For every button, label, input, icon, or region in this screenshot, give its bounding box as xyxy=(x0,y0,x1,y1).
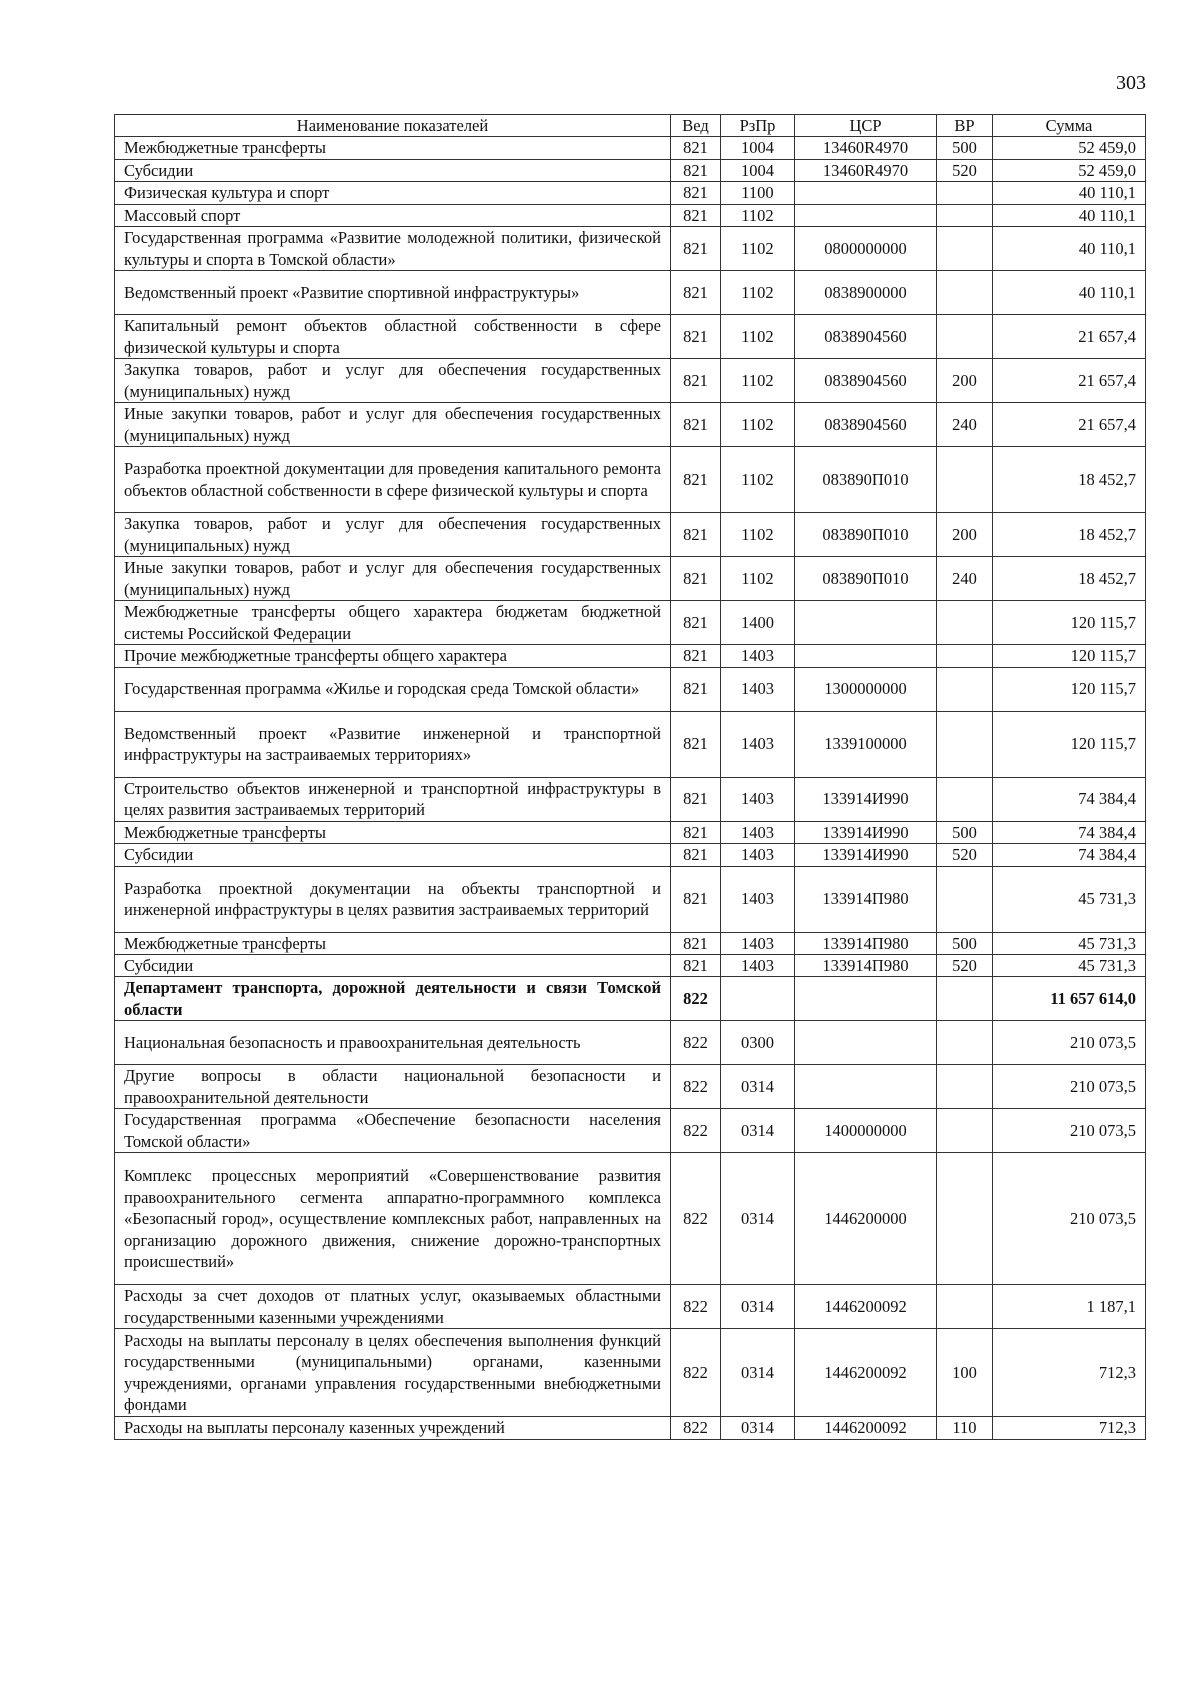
cell-ved: 822 xyxy=(671,1065,721,1109)
table-row xyxy=(115,557,1146,601)
cell-sum: 210 073,5 xyxy=(993,1109,1146,1153)
cell-rzpr: 1403 xyxy=(721,711,795,777)
table-row xyxy=(115,1329,1146,1417)
cell-rzpr: 1403 xyxy=(721,821,795,843)
cell-vr: 520 xyxy=(937,954,993,976)
cell-csr: 0800000000 xyxy=(795,227,937,271)
page-number: 303 xyxy=(1116,72,1146,94)
cell-name: Субсидии xyxy=(115,159,671,181)
cell-name: Ведомственный проект «Развитие инженерной и транспортной инфраструктуры на застраиваемых территориях» xyxy=(115,711,671,777)
cell-ved: 821 xyxy=(671,667,721,711)
cell-rzpr: 1102 xyxy=(721,227,795,271)
cell-sum: 712,3 xyxy=(993,1329,1146,1417)
cell-csr: 133914П980 xyxy=(795,866,937,932)
cell-sum: 40 110,1 xyxy=(993,204,1146,226)
cell-sum: 21 657,4 xyxy=(993,403,1146,447)
cell-csr xyxy=(795,1021,937,1065)
cell-name: Межбюджетные трансферты xyxy=(115,137,671,159)
cell-rzpr: 1004 xyxy=(721,137,795,159)
cell-ved: 822 xyxy=(671,1153,721,1285)
cell-ved: 821 xyxy=(671,271,721,315)
cell-rzpr: 1403 xyxy=(721,777,795,821)
cell-vr xyxy=(937,866,993,932)
cell-sum: 74 384,4 xyxy=(993,821,1146,843)
table-row xyxy=(115,315,1146,359)
cell-ved: 822 xyxy=(671,1109,721,1153)
cell-name: Разработка проектной документации на объекты транспортной и инженерной инфраструктуры в целях развития застраиваемых территорий xyxy=(115,866,671,932)
cell-rzpr: 1102 xyxy=(721,447,795,513)
cell-vr xyxy=(937,447,993,513)
cell-sum: 45 731,3 xyxy=(993,866,1146,932)
table-row xyxy=(115,1021,1146,1065)
cell-name: Субсидии xyxy=(115,954,671,976)
cell-name: Иные закупки товаров, работ и услуг для обеспечения государственных (муниципальных) нужд xyxy=(115,557,671,601)
cell-csr: 1300000000 xyxy=(795,667,937,711)
cell-csr xyxy=(795,204,937,226)
cell-vr xyxy=(937,601,993,645)
cell-rzpr: 1100 xyxy=(721,182,795,204)
cell-vr xyxy=(937,1285,993,1329)
cell-name: Расходы за счет доходов от платных услуг, оказываемых областными государственными казенными учреждениями xyxy=(115,1285,671,1329)
budget-table xyxy=(114,114,1146,1440)
cell-ved: 822 xyxy=(671,977,721,1021)
table-row xyxy=(115,1153,1146,1285)
cell-sum: 21 657,4 xyxy=(993,315,1146,359)
cell-vr xyxy=(937,711,993,777)
table-row xyxy=(115,977,1146,1021)
header-rzpr: РзПр xyxy=(721,115,795,137)
cell-vr: 520 xyxy=(937,844,993,866)
cell-csr: 133914И990 xyxy=(795,821,937,843)
cell-sum: 45 731,3 xyxy=(993,954,1146,976)
cell-vr xyxy=(937,977,993,1021)
cell-ved: 822 xyxy=(671,1329,721,1417)
cell-sum: 45 731,3 xyxy=(993,932,1146,954)
cell-ved: 821 xyxy=(671,932,721,954)
cell-ved: 821 xyxy=(671,204,721,226)
cell-vr xyxy=(937,227,993,271)
table-row xyxy=(115,513,1146,557)
cell-rzpr: 0314 xyxy=(721,1329,795,1417)
table-row xyxy=(115,271,1146,315)
table-row xyxy=(115,711,1146,777)
cell-name: Ведомственный проект «Развитие спортивной инфраструктуры» xyxy=(115,271,671,315)
cell-ved: 821 xyxy=(671,844,721,866)
table-row xyxy=(115,1109,1146,1153)
cell-csr: 13460R4970 xyxy=(795,159,937,181)
cell-name: Национальная безопасность и правоохранительная деятельность xyxy=(115,1021,671,1065)
cell-csr xyxy=(795,182,937,204)
cell-rzpr: 1102 xyxy=(721,513,795,557)
table-row xyxy=(115,866,1146,932)
cell-rzpr: 1102 xyxy=(721,557,795,601)
cell-rzpr: 1102 xyxy=(721,204,795,226)
cell-name: Государственная программа «Обеспечение безопасности населения Томской области» xyxy=(115,1109,671,1153)
cell-sum: 18 452,7 xyxy=(993,557,1146,601)
cell-name: Разработка проектной документации для проведения капитального ремонта объектов областной собственности в сфере физической культуры и спорта xyxy=(115,447,671,513)
cell-csr xyxy=(795,1065,937,1109)
cell-vr: 500 xyxy=(937,932,993,954)
cell-sum: 40 110,1 xyxy=(993,182,1146,204)
table-row xyxy=(115,1065,1146,1109)
cell-csr: 133914И990 xyxy=(795,777,937,821)
cell-name: Прочие межбюджетные трансферты общего характера xyxy=(115,645,671,667)
cell-rzpr: 1403 xyxy=(721,866,795,932)
cell-sum: 40 110,1 xyxy=(993,227,1146,271)
cell-sum: 120 115,7 xyxy=(993,667,1146,711)
cell-name: Межбюджетные трансферты xyxy=(115,821,671,843)
cell-vr xyxy=(937,777,993,821)
cell-vr: 200 xyxy=(937,513,993,557)
cell-sum: 18 452,7 xyxy=(993,447,1146,513)
cell-rzpr: 0314 xyxy=(721,1417,795,1439)
cell-vr xyxy=(937,271,993,315)
cell-ved: 821 xyxy=(671,645,721,667)
cell-sum: 210 073,5 xyxy=(993,1021,1146,1065)
cell-ved: 821 xyxy=(671,447,721,513)
cell-csr: 133914П980 xyxy=(795,954,937,976)
cell-name: Государственная программа «Развитие молодежной политики, физической культуры и спорта в Томской области» xyxy=(115,227,671,271)
cell-csr: 0838904560 xyxy=(795,359,937,403)
cell-csr: 13460R4970 xyxy=(795,137,937,159)
cell-csr: 133914П980 xyxy=(795,932,937,954)
cell-sum: 11 657 614,0 xyxy=(993,977,1146,1021)
cell-sum: 52 459,0 xyxy=(993,159,1146,181)
cell-name: Капитальный ремонт объектов областной собственности в сфере физической культуры и спорта xyxy=(115,315,671,359)
cell-rzpr: 1102 xyxy=(721,271,795,315)
cell-vr xyxy=(937,1109,993,1153)
cell-ved: 821 xyxy=(671,227,721,271)
cell-vr xyxy=(937,645,993,667)
cell-csr: 1339100000 xyxy=(795,711,937,777)
cell-name: Государственная программа «Жилье и городская среда Томской области» xyxy=(115,667,671,711)
cell-sum: 712,3 xyxy=(993,1417,1146,1439)
cell-csr: 0838900000 xyxy=(795,271,937,315)
cell-sum: 40 110,1 xyxy=(993,271,1146,315)
cell-ved: 821 xyxy=(671,777,721,821)
cell-rzpr: 1400 xyxy=(721,601,795,645)
cell-ved: 821 xyxy=(671,315,721,359)
cell-rzpr: 1403 xyxy=(721,954,795,976)
cell-rzpr: 1403 xyxy=(721,932,795,954)
cell-csr xyxy=(795,601,937,645)
table-row xyxy=(115,159,1146,181)
cell-sum: 18 452,7 xyxy=(993,513,1146,557)
cell-name: Массовый спорт xyxy=(115,204,671,226)
cell-ved: 821 xyxy=(671,182,721,204)
cell-rzpr: 0314 xyxy=(721,1109,795,1153)
cell-rzpr: 1004 xyxy=(721,159,795,181)
cell-sum: 74 384,4 xyxy=(993,777,1146,821)
cell-csr: 083890П010 xyxy=(795,447,937,513)
table-row xyxy=(115,403,1146,447)
cell-rzpr: 0314 xyxy=(721,1153,795,1285)
table-row xyxy=(115,447,1146,513)
cell-vr xyxy=(937,1065,993,1109)
header-ved: Вед xyxy=(671,115,721,137)
cell-sum: 120 115,7 xyxy=(993,711,1146,777)
cell-vr: 110 xyxy=(937,1417,993,1439)
table-row xyxy=(115,1285,1146,1329)
cell-sum: 120 115,7 xyxy=(993,601,1146,645)
cell-vr: 100 xyxy=(937,1329,993,1417)
cell-vr xyxy=(937,204,993,226)
table-row xyxy=(115,137,1146,159)
cell-vr: 500 xyxy=(937,137,993,159)
cell-rzpr: 1403 xyxy=(721,645,795,667)
cell-name: Закупка товаров, работ и услуг для обеспечения государственных (муниципальных) нужд xyxy=(115,513,671,557)
table-row xyxy=(115,954,1146,976)
cell-sum: 210 073,5 xyxy=(993,1153,1146,1285)
cell-ved: 821 xyxy=(671,711,721,777)
cell-name: Расходы на выплаты персоналу в целях обеспечения выполнения функций государственными (муниципальными) органами, казенными учреждениями, органами управления государственными внебюджетными фондами xyxy=(115,1329,671,1417)
cell-csr: 1446200092 xyxy=(795,1285,937,1329)
cell-sum: 120 115,7 xyxy=(993,645,1146,667)
cell-ved: 822 xyxy=(671,1285,721,1329)
table-row xyxy=(115,821,1146,843)
cell-ved: 821 xyxy=(671,137,721,159)
cell-ved: 821 xyxy=(671,513,721,557)
table-row xyxy=(115,667,1146,711)
cell-rzpr: 0314 xyxy=(721,1065,795,1109)
cell-sum: 52 459,0 xyxy=(993,137,1146,159)
table-row xyxy=(115,227,1146,271)
cell-vr xyxy=(937,182,993,204)
cell-ved: 821 xyxy=(671,866,721,932)
cell-vr: 520 xyxy=(937,159,993,181)
cell-rzpr: 1403 xyxy=(721,844,795,866)
cell-csr xyxy=(795,645,937,667)
cell-rzpr: 1102 xyxy=(721,359,795,403)
cell-name: Строительство объектов инженерной и транспортной инфраструктуры в целях развития застраиваемых территорий xyxy=(115,777,671,821)
cell-sum: 21 657,4 xyxy=(993,359,1146,403)
cell-csr: 1446200000 xyxy=(795,1153,937,1285)
table-row xyxy=(115,1417,1146,1439)
cell-ved: 821 xyxy=(671,359,721,403)
cell-vr xyxy=(937,315,993,359)
table-row xyxy=(115,932,1146,954)
cell-vr xyxy=(937,1153,993,1285)
cell-csr: 133914И990 xyxy=(795,844,937,866)
cell-name: Расходы на выплаты персоналу казенных учреждений xyxy=(115,1417,671,1439)
cell-csr: 1446200092 xyxy=(795,1417,937,1439)
cell-vr xyxy=(937,1021,993,1065)
cell-vr: 240 xyxy=(937,557,993,601)
table-row xyxy=(115,777,1146,821)
table-header-row xyxy=(115,115,1146,137)
cell-name: Физическая культура и спорт xyxy=(115,182,671,204)
cell-csr: 0838904560 xyxy=(795,315,937,359)
cell-ved: 821 xyxy=(671,557,721,601)
cell-name: Комплекс процессных мероприятий «Совершенствование развития правоохранительного сегмента аппаратно-программного комплекса «Безопасный город», осуществление комплексных работ, направленных на организацию дорожного движения, снижение дорожно-транспортных происшествий» xyxy=(115,1153,671,1285)
table-row xyxy=(115,645,1146,667)
cell-csr: 083890П010 xyxy=(795,513,937,557)
cell-vr: 500 xyxy=(937,821,993,843)
cell-csr xyxy=(795,977,937,1021)
cell-rzpr: 1102 xyxy=(721,315,795,359)
cell-sum: 210 073,5 xyxy=(993,1065,1146,1109)
cell-name: Субсидии xyxy=(115,844,671,866)
cell-ved: 822 xyxy=(671,1021,721,1065)
cell-rzpr: 1403 xyxy=(721,667,795,711)
header-csr: ЦСР xyxy=(795,115,937,137)
cell-sum: 74 384,4 xyxy=(993,844,1146,866)
cell-csr: 1446200092 xyxy=(795,1329,937,1417)
cell-vr: 200 xyxy=(937,359,993,403)
cell-name: Межбюджетные трансферты общего характера бюджетам бюджетной системы Российской Федерации xyxy=(115,601,671,645)
cell-ved: 821 xyxy=(671,954,721,976)
table-row xyxy=(115,359,1146,403)
table-row xyxy=(115,601,1146,645)
table-row xyxy=(115,204,1146,226)
cell-rzpr: 1102 xyxy=(721,403,795,447)
table-body xyxy=(115,137,1146,1439)
table-row xyxy=(115,844,1146,866)
cell-name: Другие вопросы в области национальной безопасности и правоохранительной деятельности xyxy=(115,1065,671,1109)
table-row xyxy=(115,182,1146,204)
header-vr: ВР xyxy=(937,115,993,137)
cell-csr: 083890П010 xyxy=(795,557,937,601)
cell-name: Департамент транспорта, дорожной деятельности и связи Томской области xyxy=(115,977,671,1021)
cell-rzpr: 0300 xyxy=(721,1021,795,1065)
cell-name: Межбюджетные трансферты xyxy=(115,932,671,954)
cell-ved: 822 xyxy=(671,1417,721,1439)
cell-name: Закупка товаров, работ и услуг для обеспечения государственных (муниципальных) нужд xyxy=(115,359,671,403)
cell-vr: 240 xyxy=(937,403,993,447)
header-sum: Сумма xyxy=(993,115,1146,137)
cell-rzpr: 0314 xyxy=(721,1285,795,1329)
cell-vr xyxy=(937,667,993,711)
cell-csr: 0838904560 xyxy=(795,403,937,447)
cell-rzpr xyxy=(721,977,795,1021)
header-name: Наименование показателей xyxy=(115,115,671,137)
cell-csr: 1400000000 xyxy=(795,1109,937,1153)
cell-name: Иные закупки товаров, работ и услуг для обеспечения государственных (муниципальных) нужд xyxy=(115,403,671,447)
cell-sum: 1 187,1 xyxy=(993,1285,1146,1329)
cell-ved: 821 xyxy=(671,601,721,645)
cell-ved: 821 xyxy=(671,821,721,843)
cell-ved: 821 xyxy=(671,159,721,181)
cell-ved: 821 xyxy=(671,403,721,447)
